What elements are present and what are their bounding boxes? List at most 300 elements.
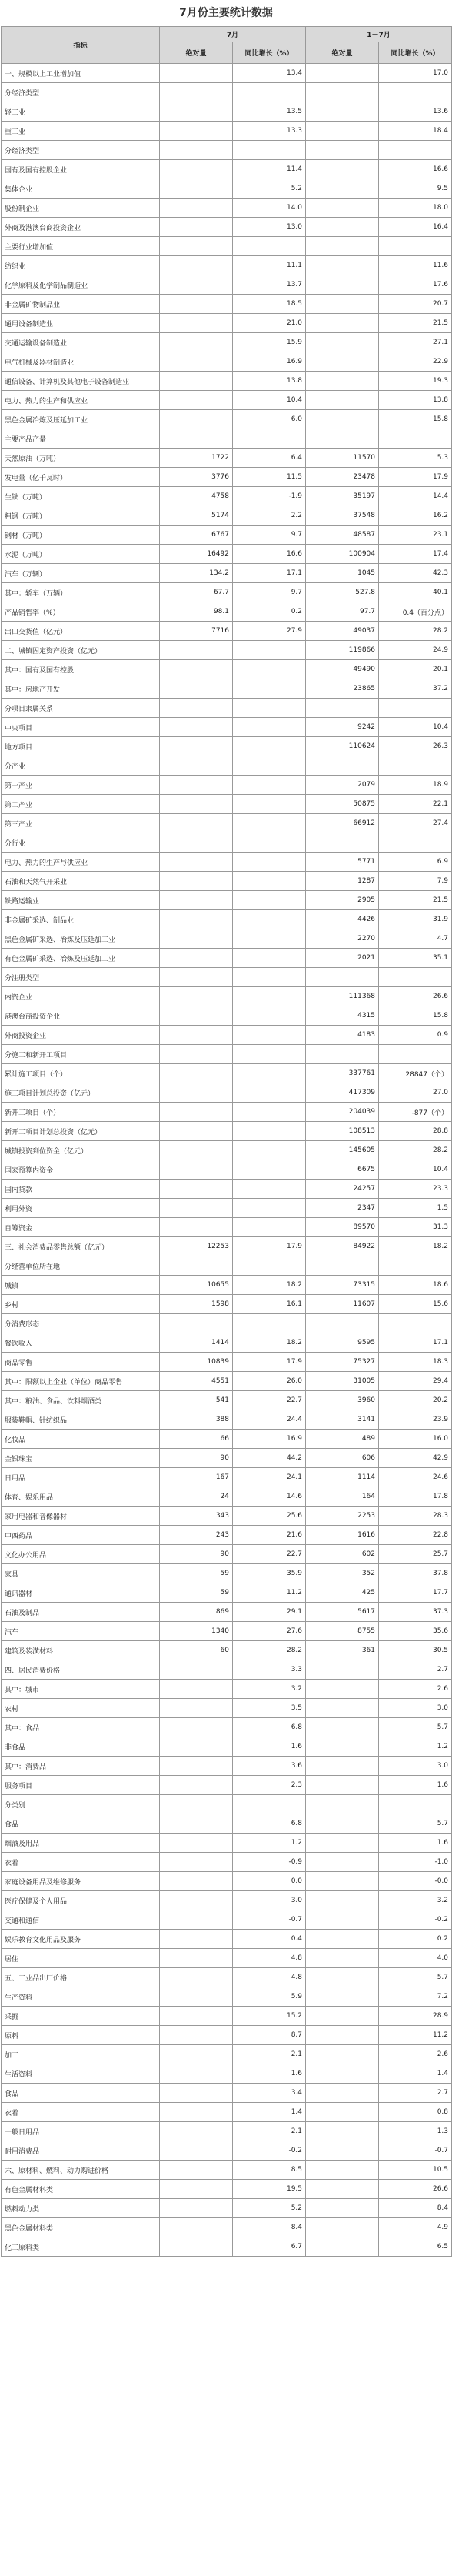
table-row	[2, 314, 452, 333]
ytd-absolute: 2347	[306, 1199, 379, 1218]
month-absolute	[160, 2103, 233, 2122]
month-growth: 13.0	[233, 218, 306, 237]
month-growth: 2.3	[233, 1776, 306, 1795]
ytd-absolute	[306, 2064, 379, 2084]
month-absolute	[160, 1314, 233, 1333]
ytd-absolute: 97.7	[306, 602, 379, 622]
ytd-growth: 27.4	[379, 814, 452, 833]
month-absolute	[160, 372, 233, 391]
month-absolute: 388	[160, 1410, 233, 1430]
month-growth: 17.1	[233, 564, 306, 583]
table-row	[2, 699, 452, 718]
ytd-absolute	[306, 1910, 379, 1930]
month-growth: 3.6	[233, 1757, 306, 1776]
month-absolute: 134.2	[160, 564, 233, 583]
month-growth: 25.6	[233, 1507, 306, 1526]
row-label: 累计施工项目（个）	[2, 1064, 160, 1083]
month-absolute: 59	[160, 1564, 233, 1583]
month-absolute	[160, 699, 233, 718]
month-growth	[233, 641, 306, 660]
table-row	[2, 199, 452, 218]
ytd-growth: 1.6	[379, 1834, 452, 1853]
ytd-growth: 8.4	[379, 2199, 452, 2218]
ytd-growth: 5.7	[379, 1814, 452, 1834]
ytd-absolute: 1287	[306, 872, 379, 891]
row-label: 港澳台商投资企业	[2, 1006, 160, 1026]
row-label: 一般日用品	[2, 2122, 160, 2141]
month-growth: 5.9	[233, 1987, 306, 2007]
month-absolute	[160, 949, 233, 968]
row-label: 其中：消费品	[2, 1757, 160, 1776]
ytd-absolute: 23865	[306, 679, 379, 699]
ytd-growth: 42.9	[379, 1449, 452, 1468]
ytd-growth: 26.3	[379, 737, 452, 756]
month-growth: 44.2	[233, 1449, 306, 1468]
month-growth: 5.2	[233, 179, 306, 199]
ytd-absolute: 602	[306, 1545, 379, 1564]
ytd-growth: 0.8	[379, 2103, 452, 2122]
ytd-absolute: 204039	[306, 1103, 379, 1122]
ytd-growth: 29.4	[379, 1372, 452, 1391]
month-growth: 24.1	[233, 1468, 306, 1487]
month-growth: 17.9	[233, 1237, 306, 1256]
ytd-absolute	[306, 2026, 379, 2045]
table-row	[2, 1660, 452, 1680]
ytd-absolute	[306, 141, 379, 160]
row-label: 新开工项目（个）	[2, 1103, 160, 1122]
ytd-growth: 2.6	[379, 1680, 452, 1699]
month-absolute	[160, 1949, 233, 1968]
month-absolute	[160, 737, 233, 756]
ytd-growth: 22.9	[379, 352, 452, 372]
ytd-absolute: 119866	[306, 641, 379, 660]
month-growth: 6.8	[233, 1718, 306, 1737]
month-absolute	[160, 275, 233, 295]
ytd-absolute	[306, 2218, 379, 2237]
ytd-growth: 15.8	[379, 1006, 452, 1026]
month-growth	[233, 1064, 306, 1083]
ytd-absolute	[306, 833, 379, 853]
ytd-growth: 11.2	[379, 2026, 452, 2045]
ytd-absolute: 49490	[306, 660, 379, 679]
month-growth: 8.5	[233, 2161, 306, 2180]
row-label: 城镇	[2, 1276, 160, 1295]
row-label: 交通运输设备制造业	[2, 333, 160, 352]
table-row	[2, 1680, 452, 1699]
month-absolute	[160, 1968, 233, 1987]
month-growth: 15.2	[233, 2007, 306, 2026]
month-absolute	[160, 987, 233, 1006]
row-label: 产品销售率（%）	[2, 602, 160, 622]
month-absolute	[160, 1776, 233, 1795]
ytd-growth: -0.7	[379, 2141, 452, 2161]
table-row	[2, 1372, 452, 1391]
ytd-absolute	[306, 2084, 379, 2103]
row-label: 中西药品	[2, 1526, 160, 1545]
month-absolute: 90	[160, 1545, 233, 1564]
month-absolute	[160, 2141, 233, 2161]
ytd-growth: 10.4	[379, 718, 452, 737]
ytd-growth: -877（个）	[379, 1103, 452, 1122]
ytd-absolute	[306, 410, 379, 429]
month-growth: 16.9	[233, 1430, 306, 1449]
row-label: 其中：粮油、食品、饮料烟酒类	[2, 1391, 160, 1410]
row-label: 金银珠宝	[2, 1449, 160, 1468]
table-row	[2, 372, 452, 391]
header-absolute-month: 绝对量	[160, 42, 233, 64]
row-label: 汽车	[2, 1622, 160, 1641]
ytd-growth: 20.1	[379, 660, 452, 679]
month-absolute	[160, 2122, 233, 2141]
month-absolute	[160, 2237, 233, 2257]
table-row	[2, 2103, 452, 2122]
table-row	[2, 2218, 452, 2237]
ytd-growth: 0.2	[379, 1930, 452, 1949]
row-label: 商品零售	[2, 1353, 160, 1372]
ytd-absolute	[306, 1776, 379, 1795]
ytd-absolute: 361	[306, 1641, 379, 1660]
ytd-growth: 17.0	[379, 64, 452, 83]
month-growth	[233, 83, 306, 102]
ytd-growth: -0.2	[379, 1910, 452, 1930]
table-row	[2, 1449, 452, 1468]
ytd-growth: 1.5	[379, 1199, 452, 1218]
month-absolute	[160, 853, 233, 872]
row-label: 体育、娱乐用品	[2, 1487, 160, 1507]
ytd-growth: 10.4	[379, 1160, 452, 1180]
month-absolute	[160, 1987, 233, 2007]
table-row	[2, 622, 452, 641]
ytd-growth: 25.7	[379, 1545, 452, 1564]
table-row	[2, 1141, 452, 1160]
month-absolute	[160, 2064, 233, 2084]
month-absolute	[160, 929, 233, 949]
month-growth: 17.9	[233, 1353, 306, 1372]
header-row-top	[2, 27, 452, 42]
ytd-absolute	[306, 1795, 379, 1814]
month-growth: 16.9	[233, 352, 306, 372]
ytd-absolute	[306, 1949, 379, 1968]
ytd-absolute: 111368	[306, 987, 379, 1006]
row-label: 原料	[2, 2026, 160, 2045]
month-growth: 18.2	[233, 1333, 306, 1353]
month-absolute	[160, 1737, 233, 1757]
ytd-absolute	[306, 102, 379, 122]
row-label: 其中：国有及国有控股	[2, 660, 160, 679]
ytd-growth: 42.3	[379, 564, 452, 583]
table-row	[2, 468, 452, 487]
month-growth	[233, 891, 306, 910]
month-growth: 4.8	[233, 1949, 306, 1968]
ytd-absolute	[306, 1853, 379, 1872]
row-label: 钢材（万吨）	[2, 526, 160, 545]
ytd-absolute: 75327	[306, 1353, 379, 1372]
month-absolute	[160, 1103, 233, 1122]
month-absolute	[160, 1083, 233, 1103]
table-row	[2, 1353, 452, 1372]
table-row	[2, 1622, 452, 1641]
month-growth: 6.8	[233, 1814, 306, 1834]
ytd-absolute: 2270	[306, 929, 379, 949]
table-row	[2, 1006, 452, 1026]
ytd-absolute	[306, 1930, 379, 1949]
table-row	[2, 449, 452, 468]
month-growth	[233, 1141, 306, 1160]
row-label: 生铁（万吨）	[2, 487, 160, 506]
ytd-absolute: 24257	[306, 1180, 379, 1199]
row-label: 服装鞋帽、针纺织品	[2, 1410, 160, 1430]
ytd-growth: 30.5	[379, 1641, 452, 1660]
ytd-growth: 28.2	[379, 1141, 452, 1160]
month-absolute	[160, 2161, 233, 2180]
month-growth	[233, 1160, 306, 1180]
ytd-absolute: 527.8	[306, 583, 379, 602]
row-label: 娱乐教育文化用品及服务	[2, 1930, 160, 1949]
month-absolute	[160, 64, 233, 83]
row-label: 五、工业品出厂价格	[2, 1968, 160, 1987]
month-growth	[233, 1122, 306, 1141]
ytd-growth	[379, 833, 452, 853]
month-absolute	[160, 1141, 233, 1160]
month-absolute: 4758	[160, 487, 233, 506]
ytd-growth: 1.4	[379, 2064, 452, 2084]
table-row	[2, 1026, 452, 1045]
month-absolute	[160, 1160, 233, 1180]
table-row	[2, 506, 452, 526]
month-growth: 6.4	[233, 449, 306, 468]
table-row	[2, 1430, 452, 1449]
month-growth	[233, 1026, 306, 1045]
month-growth: 10.4	[233, 391, 306, 410]
ytd-growth: 2.7	[379, 2084, 452, 2103]
month-absolute	[160, 1006, 233, 1026]
header-absolute-ytd: 绝对量	[306, 42, 379, 64]
ytd-growth: 1.2	[379, 1737, 452, 1757]
month-absolute	[160, 1199, 233, 1218]
table-row	[2, 526, 452, 545]
ytd-absolute	[306, 160, 379, 179]
month-absolute	[160, 910, 233, 929]
month-absolute: 98.1	[160, 602, 233, 622]
ytd-growth: 35.6	[379, 1622, 452, 1641]
row-label: 第三产业	[2, 814, 160, 833]
ytd-growth: 22.1	[379, 795, 452, 814]
table-row	[2, 1256, 452, 1276]
ytd-absolute: 11607	[306, 1295, 379, 1314]
ytd-growth: 2.7	[379, 1660, 452, 1680]
ytd-growth: 17.6	[379, 275, 452, 295]
month-growth: 11.4	[233, 160, 306, 179]
ytd-growth: 22.8	[379, 1526, 452, 1545]
month-growth	[233, 1006, 306, 1026]
ytd-absolute	[306, 2007, 379, 2026]
header-growth-ytd: 同比增长（%）	[379, 42, 452, 64]
month-growth: 16.6	[233, 545, 306, 564]
row-label: 分项目隶属关系	[2, 699, 160, 718]
table-row	[2, 2180, 452, 2199]
ytd-growth: 26.6	[379, 987, 452, 1006]
month-absolute: 3776	[160, 468, 233, 487]
ytd-absolute: 50875	[306, 795, 379, 814]
ytd-absolute: 49037	[306, 622, 379, 641]
row-label: 黑色金属材料类	[2, 2218, 160, 2237]
row-label: 黑色金属矿采选、冶炼及压延加工业	[2, 929, 160, 949]
ytd-growth	[379, 1795, 452, 1814]
table-row	[2, 1930, 452, 1949]
ytd-growth: 14.4	[379, 487, 452, 506]
month-absolute: 12253	[160, 1237, 233, 1256]
ytd-absolute: 1616	[306, 1526, 379, 1545]
month-absolute	[160, 833, 233, 853]
row-label: 衣着	[2, 1853, 160, 1872]
ytd-absolute	[306, 1737, 379, 1757]
row-label: 分施工和新开工项目	[2, 1045, 160, 1064]
ytd-absolute	[306, 256, 379, 275]
month-absolute	[160, 1814, 233, 1834]
month-growth: 21.6	[233, 1526, 306, 1545]
table-row	[2, 1333, 452, 1353]
row-label: 农村	[2, 1699, 160, 1718]
ytd-growth: 28847（个）	[379, 1064, 452, 1083]
month-absolute	[160, 1180, 233, 1199]
header-period-month: 7月	[160, 27, 306, 42]
table-row	[2, 1872, 452, 1891]
month-growth: 21.0	[233, 314, 306, 333]
month-absolute: 10655	[160, 1276, 233, 1295]
month-growth: 13.8	[233, 372, 306, 391]
row-label: 居住	[2, 1949, 160, 1968]
month-growth: 2.1	[233, 2122, 306, 2141]
month-growth	[233, 718, 306, 737]
row-label: 衣着	[2, 2103, 160, 2122]
table-row	[2, 352, 452, 372]
table-row	[2, 1910, 452, 1930]
row-label: 黑色金属冶炼及压延加工业	[2, 410, 160, 429]
month-absolute: 243	[160, 1526, 233, 1545]
ytd-absolute	[306, 314, 379, 333]
month-growth: 26.0	[233, 1372, 306, 1391]
month-growth: 2.2	[233, 506, 306, 526]
month-absolute	[160, 218, 233, 237]
ytd-absolute	[306, 237, 379, 256]
ytd-absolute	[306, 1987, 379, 2007]
month-absolute	[160, 352, 233, 372]
table-row	[2, 545, 452, 564]
month-absolute	[160, 333, 233, 352]
ytd-absolute	[306, 218, 379, 237]
ytd-growth: 18.3	[379, 1353, 452, 1372]
ytd-absolute	[306, 2045, 379, 2064]
ytd-growth: 0.9	[379, 1026, 452, 1045]
row-label: 家用电器和音像器材	[2, 1507, 160, 1526]
ytd-absolute: 23478	[306, 468, 379, 487]
ytd-absolute: 425	[306, 1583, 379, 1603]
row-label: 轻工业	[2, 102, 160, 122]
month-absolute	[160, 814, 233, 833]
table-row	[2, 1391, 452, 1410]
table-row	[2, 987, 452, 1006]
month-absolute	[160, 83, 233, 102]
ytd-absolute: 108513	[306, 1122, 379, 1141]
row-label: 医疗保健及个人用品	[2, 1891, 160, 1910]
table-row	[2, 256, 452, 275]
header-indicator: 指标	[2, 27, 160, 64]
ytd-absolute	[306, 2199, 379, 2218]
ytd-growth	[379, 1045, 452, 1064]
month-absolute: 5174	[160, 506, 233, 526]
row-label: 分类别	[2, 1795, 160, 1814]
ytd-growth: 31.9	[379, 910, 452, 929]
ytd-growth: 18.4	[379, 122, 452, 141]
ytd-growth: 2.6	[379, 2045, 452, 2064]
ytd-absolute	[306, 699, 379, 718]
ytd-absolute	[306, 2122, 379, 2141]
table-row	[2, 1564, 452, 1583]
month-growth: 8.4	[233, 2218, 306, 2237]
month-absolute: 1414	[160, 1333, 233, 1353]
month-growth	[233, 853, 306, 872]
ytd-absolute: 6675	[306, 1160, 379, 1180]
month-absolute: 7716	[160, 622, 233, 641]
month-growth	[233, 237, 306, 256]
table-row	[2, 1180, 452, 1199]
ytd-absolute	[306, 429, 379, 449]
ytd-growth	[379, 699, 452, 718]
table-row	[2, 2084, 452, 2103]
row-label: 国内贷款	[2, 1180, 160, 1199]
ytd-absolute	[306, 199, 379, 218]
table-row	[2, 1237, 452, 1256]
month-absolute: 869	[160, 1603, 233, 1622]
month-absolute	[160, 968, 233, 987]
ytd-growth: 18.6	[379, 1276, 452, 1295]
month-absolute	[160, 1256, 233, 1276]
month-absolute	[160, 756, 233, 776]
row-label: 日用品	[2, 1468, 160, 1487]
ytd-growth: 37.8	[379, 1564, 452, 1583]
row-label: 六、原材料、燃料、动力购进价格	[2, 2161, 160, 2180]
month-growth: 18.5	[233, 295, 306, 314]
table-row	[2, 1083, 452, 1103]
month-absolute	[160, 429, 233, 449]
month-absolute	[160, 1045, 233, 1064]
ytd-absolute	[306, 391, 379, 410]
ytd-growth: 15.6	[379, 1295, 452, 1314]
ytd-absolute	[306, 122, 379, 141]
ytd-absolute	[306, 2237, 379, 2257]
row-label: 自筹资金	[2, 1218, 160, 1237]
table-row	[2, 1891, 452, 1910]
ytd-growth: 5.7	[379, 1718, 452, 1737]
month-growth	[233, 987, 306, 1006]
table-row	[2, 737, 452, 756]
month-growth: 16.1	[233, 1295, 306, 1314]
table-row	[2, 679, 452, 699]
row-label: 石油和天然气开采业	[2, 872, 160, 891]
month-absolute	[160, 1699, 233, 1718]
ytd-growth: 27.0	[379, 1083, 452, 1103]
month-growth: 13.5	[233, 102, 306, 122]
month-growth: 9.7	[233, 526, 306, 545]
month-growth: 11.2	[233, 1583, 306, 1603]
month-absolute	[160, 2084, 233, 2103]
ytd-growth: 3.0	[379, 1757, 452, 1776]
ytd-growth: 35.1	[379, 949, 452, 968]
row-label: 文化办公用品	[2, 1545, 160, 1564]
month-growth	[233, 141, 306, 160]
ytd-absolute: 2253	[306, 1507, 379, 1526]
ytd-growth: 6.5	[379, 2237, 452, 2257]
